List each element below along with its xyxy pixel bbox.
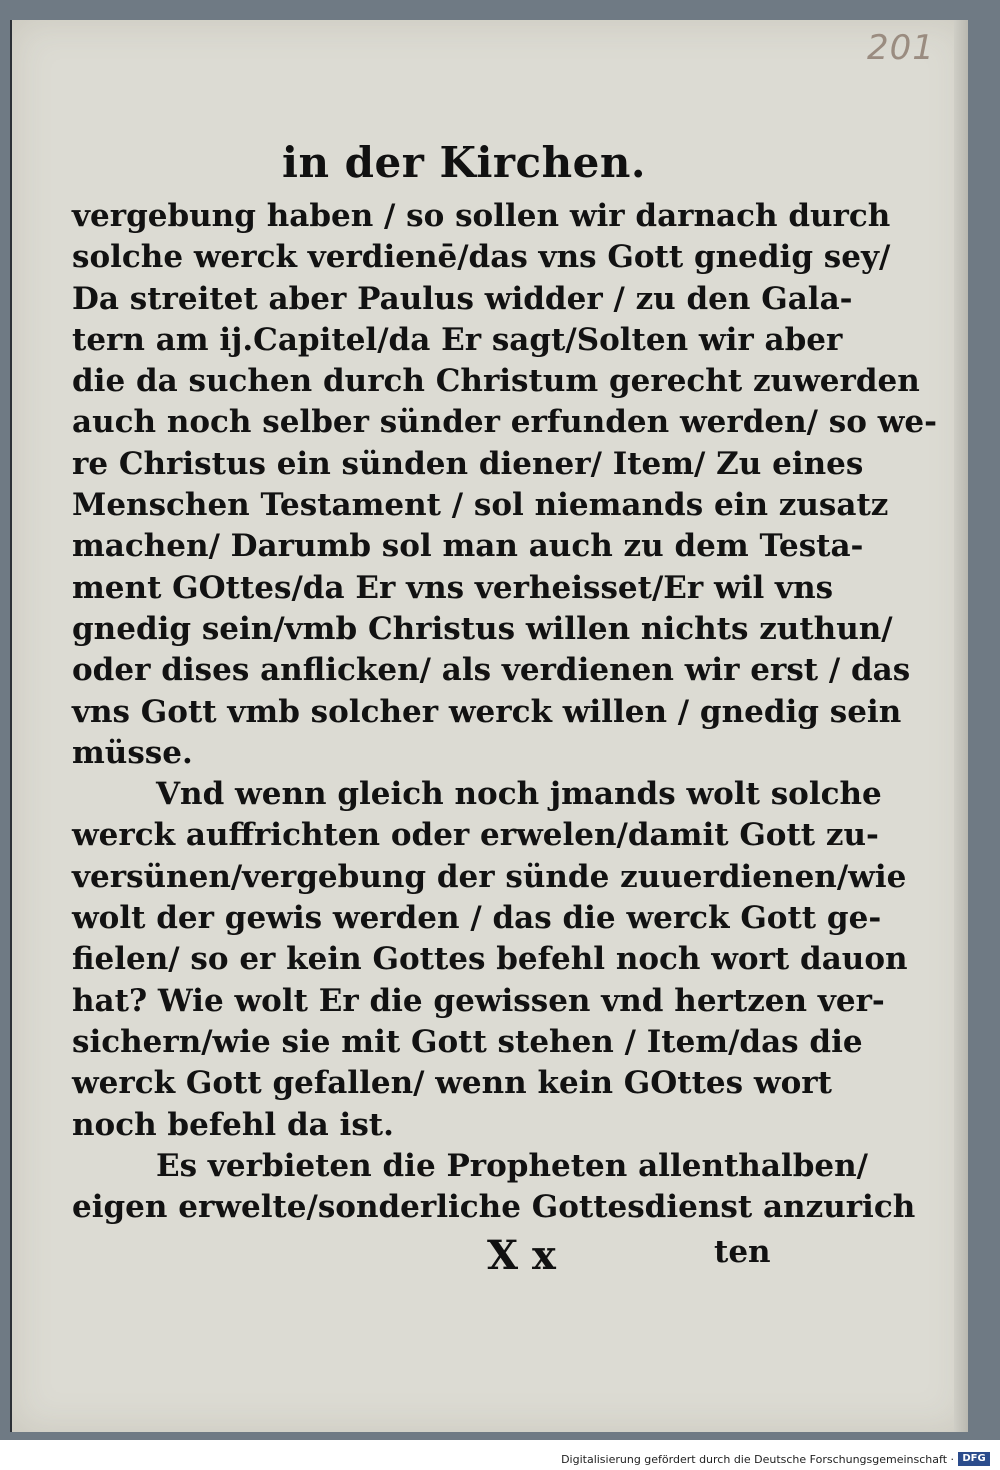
text-line: re Christus ein sünden diener/ Item/ Zu eines (72, 445, 864, 482)
dfg-logo: DFG (958, 1452, 990, 1466)
text-line: vns Gott vmb solcher werck willen / gnedig sein (72, 693, 902, 730)
text-line: versünen/vergebung der sünde zuuerdienen/wie (72, 858, 907, 895)
text-line: werck Gott gefallen/ wenn kein GOttes wort (72, 1065, 832, 1102)
text-line: eigen erwelte/sonderliche Gottesdienst anzurich (72, 1189, 916, 1226)
text-line: sichern/wie sie mit Gott stehen / Item/das die (72, 1023, 863, 1060)
text-line: tern am ij.Capitel/da Er sagt/Solten wir aber (72, 321, 843, 358)
text-line: machen/ Darumb sol man auch zu dem Testa- (72, 528, 864, 565)
text-line: auch noch selber sünder erfunden werden/ so we- (72, 404, 937, 441)
text-line: wolt der gewis werden / das die werck Gott ge- (72, 900, 882, 937)
text-line: Menschen Testament / sol niemands ein zusatz (72, 487, 889, 524)
folio-number: 201 (867, 28, 935, 68)
text-line: werck auffrichten oder erwelen/damit Gott zu- (72, 817, 879, 854)
signature-mark: X x (487, 1232, 556, 1279)
book-page (10, 20, 968, 1432)
text-line: vergebung haben / so sollen wir darnach durch (72, 198, 891, 234)
text-line: Da streitet aber Paulus widder / zu den Gala- (72, 280, 853, 317)
body-text (72, 196, 937, 1228)
text-line: fielen/ so er kein Gottes befehl noch wort dauon (72, 941, 908, 978)
running-head: in der Kirchen. (282, 138, 647, 187)
text-line: oder dises anflicken/ als verdienen wir erst / das (72, 652, 911, 689)
footer-credit: Digitalisierung gefördert durch die Deutsche Forschungsgemeinschaft · (561, 1453, 954, 1466)
page-edge (954, 20, 968, 1432)
text-line: hat? Wie wolt Er die gewissen vnd hertzen ver- (72, 982, 885, 1019)
text-line: solche werck verdienē/das vns Gott gnedig sey/ (72, 239, 891, 276)
footer (0, 1440, 1000, 1470)
text-line: noch befehl da ist. (72, 1106, 394, 1143)
catchword-line (12, 1232, 968, 1282)
text-line: gnedig sein/vmb Christus willen nichts zuthun/ (72, 610, 893, 647)
text-line: ment GOttes/da Er vns verheisset/Er wil vns (72, 569, 834, 606)
catchword: ten (714, 1234, 771, 1270)
text-line: müsse. (72, 734, 193, 771)
text-line: Es verbieten die Propheten allenthalben/ (156, 1147, 868, 1184)
text-line: Vnd wenn gleich noch jmands wolt solche (156, 776, 882, 813)
text-line: die da suchen durch Christum gerecht zuwerden (72, 363, 920, 400)
